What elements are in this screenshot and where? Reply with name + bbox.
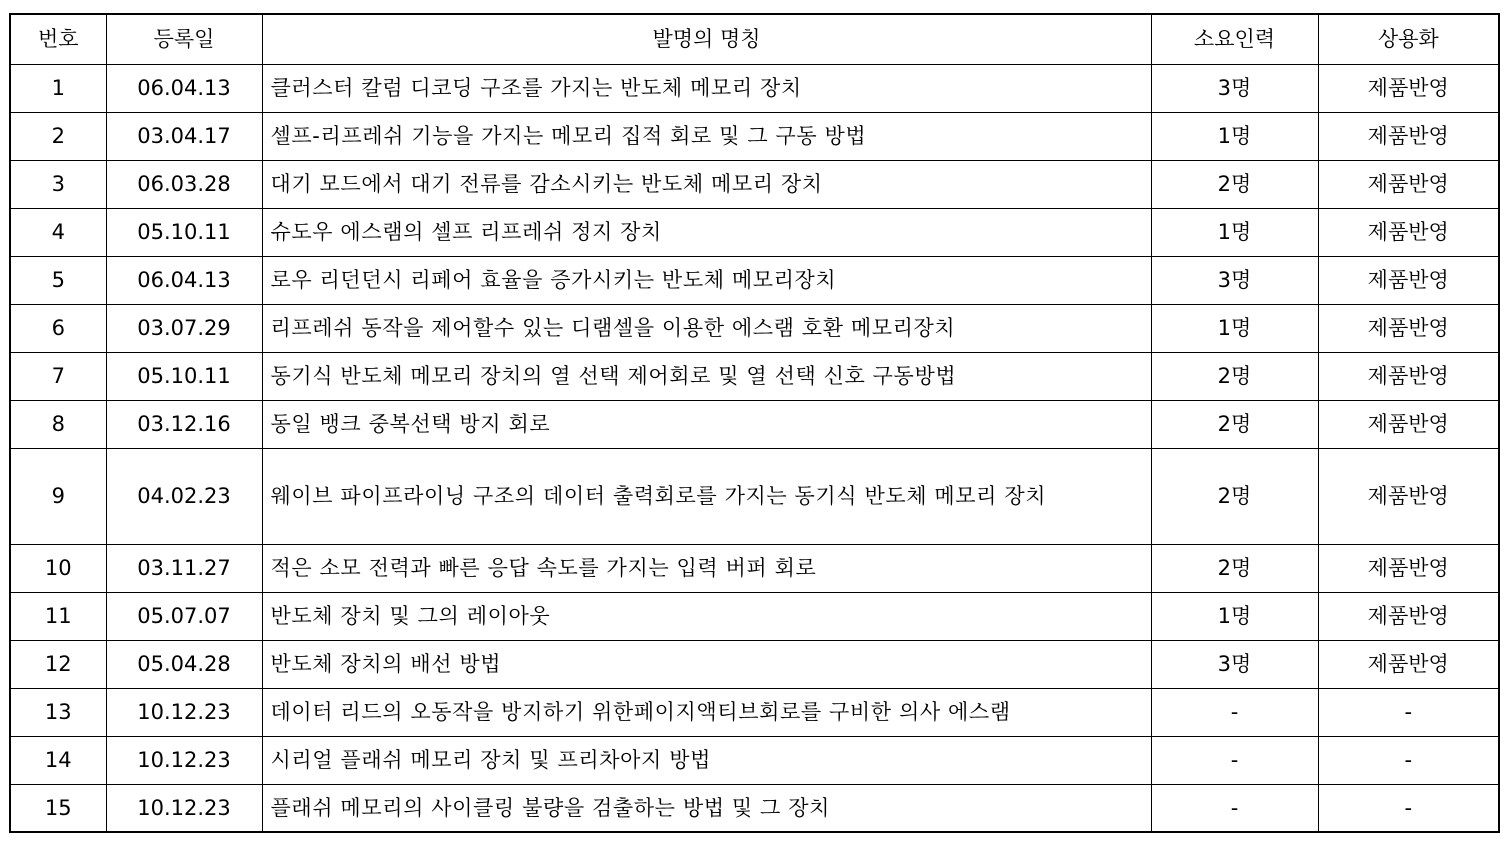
cell-number: 14 — [10, 736, 106, 784]
cell-number: 8 — [10, 400, 106, 448]
header-row — [10, 14, 1499, 64]
cell-commercialization: 제품반영 — [1318, 400, 1499, 448]
cell-commercialization: 제품반영 — [1318, 208, 1499, 256]
cell-number: 10 — [10, 544, 106, 592]
cell-number: 11 — [10, 592, 106, 640]
cell-staff: 1명 — [1151, 592, 1318, 640]
table-row — [10, 352, 1499, 400]
cell-staff: - — [1151, 736, 1318, 784]
cell-date: 03.07.29 — [106, 304, 262, 352]
table-row — [10, 688, 1499, 736]
cell-staff: 1명 — [1151, 208, 1318, 256]
cell-commercialization: 제품반영 — [1318, 448, 1499, 544]
table-row — [10, 448, 1499, 544]
cell-commercialization: 제품반영 — [1318, 304, 1499, 352]
cell-date: 06.04.13 — [106, 64, 262, 112]
cell-staff: 3명 — [1151, 64, 1318, 112]
header-staff: 소요인력 — [1151, 14, 1318, 64]
cell-number: 13 — [10, 688, 106, 736]
cell-number: 15 — [10, 784, 106, 832]
cell-date: 03.12.16 — [106, 400, 262, 448]
table-row — [10, 256, 1499, 304]
cell-title: 대기 모드에서 대기 전류를 감소시키는 반도체 메모리 장치 — [262, 160, 1151, 208]
cell-date: 10.12.23 — [106, 688, 262, 736]
cell-staff: 3명 — [1151, 256, 1318, 304]
cell-date: 05.10.11 — [106, 208, 262, 256]
header-commercialization: 상용화 — [1318, 14, 1499, 64]
cell-number: 2 — [10, 112, 106, 160]
cell-title: 웨이브 파이프라이닝 구조의 데이터 출력회로를 가지는 동기식 반도체 메모리 장치 — [262, 448, 1151, 544]
table-row — [10, 208, 1499, 256]
cell-date: 04.02.23 — [106, 448, 262, 544]
table-row — [10, 640, 1499, 688]
cell-number: 1 — [10, 64, 106, 112]
cell-title: 슈도우 에스램의 셀프 리프레쉬 정지 장치 — [262, 208, 1151, 256]
cell-commercialization: - — [1318, 784, 1499, 832]
cell-commercialization: 제품반영 — [1318, 640, 1499, 688]
table-header — [10, 14, 1499, 64]
cell-staff: 2명 — [1151, 352, 1318, 400]
cell-title: 동기식 반도체 메모리 장치의 열 선택 제어회로 및 열 선택 신호 구동방법 — [262, 352, 1151, 400]
cell-date: 05.04.28 — [106, 640, 262, 688]
cell-title: 리프레쉬 동작을 제어할수 있는 디램셀을 이용한 에스램 호환 메모리장치 — [262, 304, 1151, 352]
cell-staff: - — [1151, 784, 1318, 832]
cell-date: 03.11.27 — [106, 544, 262, 592]
header-date: 등록일 — [106, 14, 262, 64]
cell-commercialization: 제품반영 — [1318, 112, 1499, 160]
cell-commercialization: 제품반영 — [1318, 160, 1499, 208]
cell-number: 12 — [10, 640, 106, 688]
cell-title: 반도체 장치 및 그의 레이아웃 — [262, 592, 1151, 640]
cell-number: 9 — [10, 448, 106, 544]
table-row — [10, 736, 1499, 784]
cell-commercialization: 제품반영 — [1318, 256, 1499, 304]
cell-date: 10.12.23 — [106, 784, 262, 832]
table-row — [10, 304, 1499, 352]
cell-date: 05.07.07 — [106, 592, 262, 640]
cell-staff: 2명 — [1151, 448, 1318, 544]
cell-number: 4 — [10, 208, 106, 256]
cell-staff: 1명 — [1151, 112, 1318, 160]
header-number: 번호 — [10, 14, 106, 64]
cell-title: 셀프-리프레쉬 기능을 가지는 메모리 집적 회로 및 그 구동 방법 — [262, 112, 1151, 160]
cell-title: 시리얼 플래쉬 메모리 장치 및 프리차아지 방법 — [262, 736, 1151, 784]
cell-commercialization: 제품반영 — [1318, 352, 1499, 400]
table-row — [10, 160, 1499, 208]
cell-staff: 2명 — [1151, 400, 1318, 448]
cell-commercialization: - — [1318, 688, 1499, 736]
cell-number: 7 — [10, 352, 106, 400]
cell-date: 10.12.23 — [106, 736, 262, 784]
cell-commercialization: 제품반영 — [1318, 592, 1499, 640]
table-row — [10, 592, 1499, 640]
cell-title: 플래쉬 메모리의 사이클링 불량을 검출하는 방법 및 그 장치 — [262, 784, 1151, 832]
cell-staff: 2명 — [1151, 160, 1318, 208]
cell-staff: - — [1151, 688, 1318, 736]
table-row — [10, 544, 1499, 592]
cell-number: 5 — [10, 256, 106, 304]
cell-title: 적은 소모 전력과 빠른 응답 속도를 가지는 입력 버퍼 회로 — [262, 544, 1151, 592]
table-row — [10, 784, 1499, 832]
table-row — [10, 64, 1499, 112]
cell-number: 3 — [10, 160, 106, 208]
cell-date: 03.04.17 — [106, 112, 262, 160]
cell-number: 6 — [10, 304, 106, 352]
cell-title: 데이터 리드의 오동작을 방지하기 위한페이지액티브회로를 구비한 의사 에스램 — [262, 688, 1151, 736]
cell-title: 반도체 장치의 배선 방법 — [262, 640, 1151, 688]
cell-commercialization: 제품반영 — [1318, 64, 1499, 112]
header-title: 발명의 명칭 — [262, 14, 1151, 64]
cell-title: 클러스터 칼럼 디코딩 구조를 가지는 반도체 메모리 장치 — [262, 64, 1151, 112]
cell-date: 06.03.28 — [106, 160, 262, 208]
cell-date: 06.04.13 — [106, 256, 262, 304]
cell-title: 로우 리던던시 리페어 효율을 증가시키는 반도체 메모리장치 — [262, 256, 1151, 304]
cell-staff: 2명 — [1151, 544, 1318, 592]
table-row — [10, 112, 1499, 160]
cell-commercialization: - — [1318, 736, 1499, 784]
patent-table — [9, 13, 1500, 833]
table-body — [10, 64, 1499, 832]
cell-staff: 3명 — [1151, 640, 1318, 688]
cell-staff: 1명 — [1151, 304, 1318, 352]
cell-commercialization: 제품반영 — [1318, 544, 1499, 592]
cell-title: 동일 뱅크 중복선택 방지 회로 — [262, 400, 1151, 448]
cell-date: 05.10.11 — [106, 352, 262, 400]
table-row — [10, 400, 1499, 448]
